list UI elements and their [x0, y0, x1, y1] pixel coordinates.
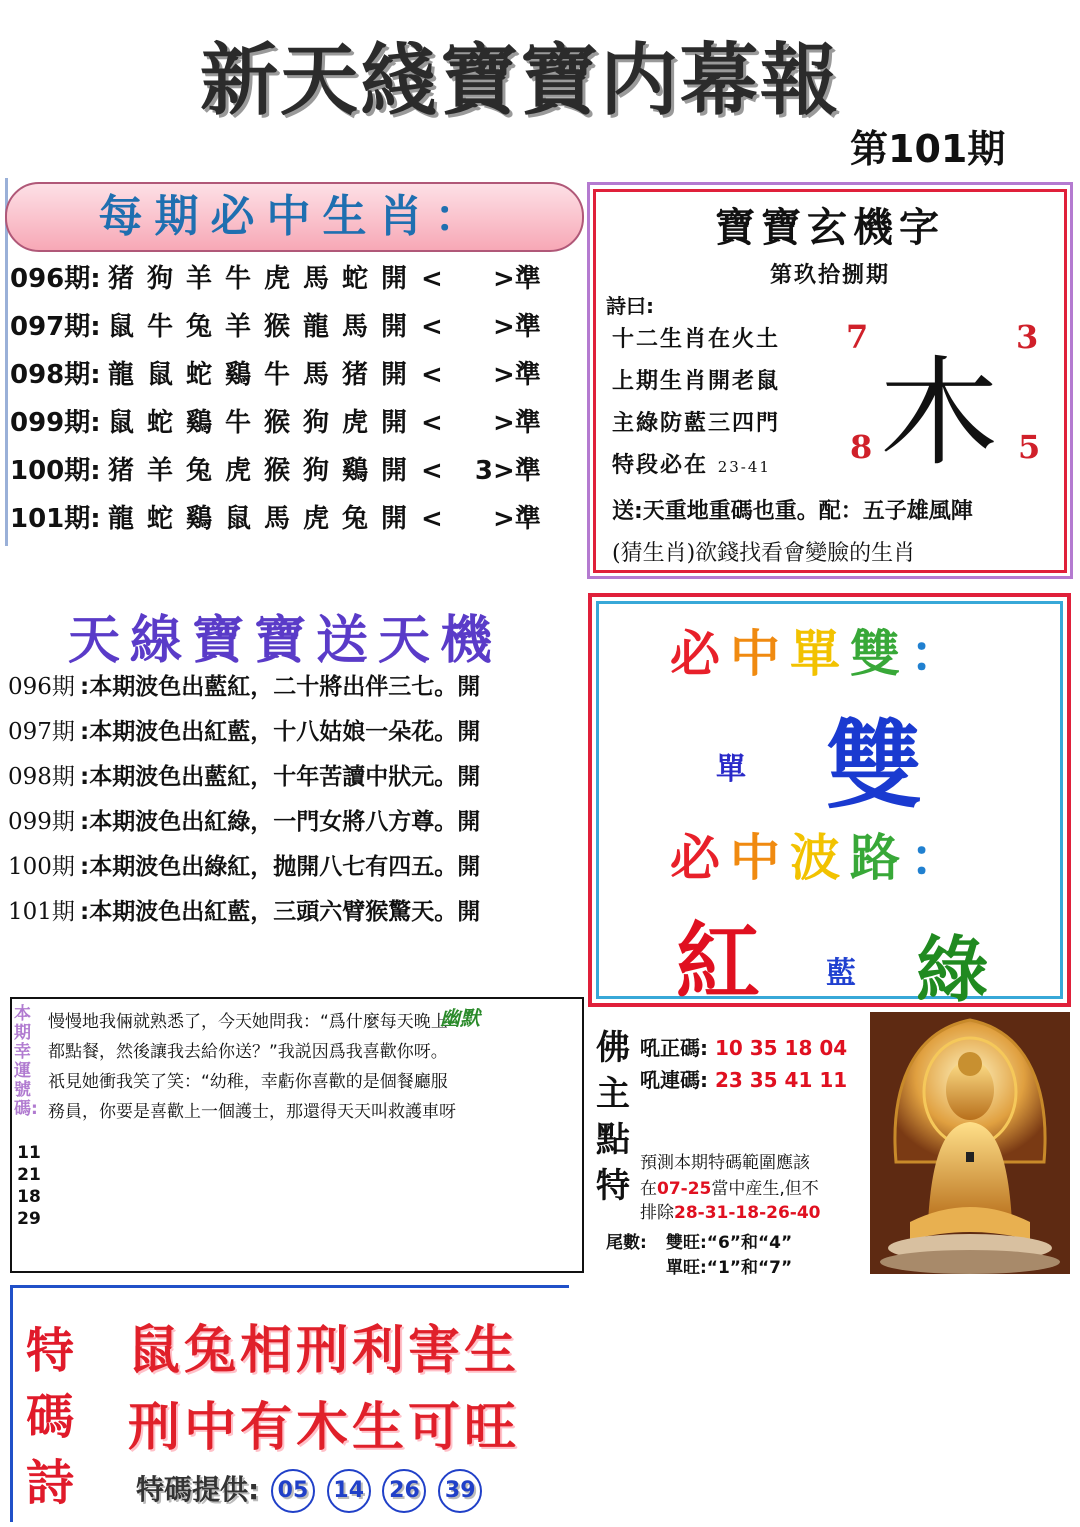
- poem-label: 詩曰:: [606, 294, 654, 318]
- wave-path-heading: [670, 818, 970, 890]
- page-title: 新天綫寶寶内幕報: [199, 35, 840, 126]
- story-line: 慢慢地我倆就熟悉了，今天她問我：“爲什麼每天晚上: [48, 1012, 448, 1032]
- zodiac-animal: 鷄: [225, 360, 252, 390]
- zodiac-bracket-left: <: [421, 360, 443, 390]
- zodiac-animal: 兔: [186, 456, 213, 486]
- zodiac-bracket-left: <: [421, 504, 443, 534]
- zodiac-bracket-left: <: [421, 456, 443, 486]
- zodiac-period: 099期:: [10, 408, 101, 438]
- zodiac-animal: 猴: [264, 408, 291, 438]
- wave-period: 100期: [8, 854, 75, 880]
- exclude-prefix: 排除: [640, 1203, 674, 1223]
- wave-text: :本期波色出紅綠，一門女將八方尊。開: [80, 809, 481, 835]
- zodiac-animal: 猴: [264, 456, 291, 486]
- special-poem-side-char: 碼: [26, 1389, 75, 1445]
- story-line: 務員，你要是喜歡上一個護士，那還得天天叫救護車呀: [48, 1102, 456, 1122]
- tail-double: 雙旺:“6”和“4”: [666, 1233, 793, 1253]
- wave-row: [8, 848, 480, 892]
- range-value: 07-25: [657, 1179, 712, 1199]
- zodiac-bracket-left: <: [421, 264, 443, 294]
- issue-number: 第101期: [850, 127, 1006, 171]
- range-line: [640, 1174, 819, 1199]
- wave-period: 096期: [8, 674, 75, 700]
- hint-number-top-right: 3: [1016, 318, 1039, 356]
- rainbow-char: 中: [730, 624, 790, 683]
- lucky-number: 11: [17, 1143, 41, 1163]
- hint-number-top-left: 7: [846, 318, 869, 356]
- zodiac-open-label: 開: [381, 360, 408, 390]
- zodiac-animal: 龍: [303, 312, 330, 342]
- zodiac-panel-title: 每期必中生肖：: [5, 182, 584, 252]
- zodiac-animal: 馬: [303, 264, 330, 294]
- wave-row: [8, 758, 480, 802]
- lucky-number-label: 本期幸運號碼:: [14, 1004, 38, 1119]
- zodiac-bracket-right: >準: [493, 504, 541, 534]
- zodiac-animal: 猪: [342, 360, 369, 390]
- zodiac-bracket-right: >準: [493, 408, 541, 438]
- zodiac-period: 096期:: [10, 264, 101, 294]
- blue-wave-label: 藍: [826, 956, 856, 991]
- buddha-side-char: 主: [596, 1074, 630, 1114]
- zodiac-animal: 牛: [264, 360, 291, 390]
- wave-text: :本期波色出藍紅，十年苦讀中狀元。開: [80, 764, 481, 790]
- zodiac-period: 100期:: [10, 456, 101, 486]
- zodiac-period: 097期:: [10, 312, 101, 342]
- double-label: 雙: [826, 709, 922, 822]
- zodiac-bracket-right: >準: [493, 456, 541, 486]
- range-suffix: 當中産生,但不: [711, 1179, 819, 1199]
- rainbow-char: 必: [670, 828, 730, 887]
- zodiac-animal: 鷄: [186, 408, 213, 438]
- rainbow-char: ：: [910, 828, 970, 887]
- special-poem-side-char: 詩: [26, 1455, 75, 1511]
- wave-row: [8, 803, 480, 847]
- buddha-side-char: 特: [596, 1166, 630, 1206]
- tail-single: 單旺:“1”和“7”: [666, 1258, 793, 1278]
- wave-panel-title: 天線寶寶送天機: [67, 610, 502, 671]
- wave-period: 099期: [8, 809, 75, 835]
- zodiac-bracket-right: >準: [493, 312, 541, 342]
- buddha-side-char: 佛: [596, 1028, 630, 1068]
- poem-range: 23-41: [717, 458, 771, 476]
- linked-numbers-line: [640, 1064, 847, 1093]
- rainbow-char: 路: [850, 828, 910, 887]
- zodiac-animal: 虎: [342, 408, 369, 438]
- zodiac-animal: 牛: [225, 264, 252, 294]
- main-numbers: 10 35 18 04: [714, 1036, 848, 1060]
- zodiac-open-label: 開: [381, 456, 408, 486]
- hint-number-bottom-left: 8: [850, 428, 873, 466]
- buddha-side-label: [596, 1025, 636, 1209]
- rainbow-char: ：: [910, 624, 970, 683]
- lucky-number: 18: [17, 1187, 41, 1207]
- hint-big-character: 木: [880, 344, 999, 482]
- number-ball: 39: [438, 1469, 482, 1513]
- zodiac-animal: 兔: [342, 504, 369, 534]
- zodiac-row: [10, 450, 580, 494]
- hint-panel-subtitle: 第玖拾捌期: [769, 263, 890, 288]
- zodiac-animal: 虎: [225, 456, 252, 486]
- zodiac-animal: 龍: [108, 504, 135, 534]
- red-wave-label: 紅: [676, 912, 761, 1011]
- odd-even-heading: [670, 614, 970, 686]
- poem-line-4: [612, 448, 771, 479]
- zodiac-animal: 狗: [147, 264, 174, 294]
- lucky-number: 29: [17, 1209, 41, 1229]
- zodiac-animal: 蛇: [342, 264, 369, 294]
- exclude-value: 28-31-18-26-40: [674, 1203, 821, 1223]
- zodiac-animal: 蛇: [147, 504, 174, 534]
- special-poem-side-label: [26, 1318, 86, 1516]
- story-line: 祇見她衝我笑了笑：“幼稚，幸虧你喜歡的是個餐廳服: [48, 1072, 448, 1092]
- story-text: [48, 1007, 578, 1127]
- lucky-numbers: [16, 1142, 42, 1230]
- wave-text: :本期波色出紅藍，三頭六臂猴驚天。開: [80, 899, 481, 925]
- zodiac-animal: 鼠: [225, 504, 252, 534]
- exclude-line: [640, 1198, 821, 1223]
- rainbow-char: 雙: [850, 624, 910, 683]
- zodiac-open-label: 開: [381, 504, 408, 534]
- poem-line-4-text: 特段必在: [612, 453, 709, 478]
- zodiac-animal: 羊: [186, 264, 213, 294]
- tail-label: 尾數:: [606, 1233, 647, 1253]
- wave-row: [8, 893, 480, 937]
- special-poem-side-char: 特: [26, 1323, 75, 1379]
- number-ball: 05: [271, 1469, 315, 1513]
- zodiac-animal: 蛇: [186, 360, 213, 390]
- buddha-side-char: 點: [596, 1120, 630, 1160]
- main-numbers-line: [640, 1032, 847, 1061]
- poem-line-1: 十二生肖在火土: [612, 327, 781, 352]
- poem-line-2: 上期生肖開老鼠: [612, 369, 781, 394]
- zodiac-animal: 狗: [303, 408, 330, 438]
- zodiac-animal: 蛇: [147, 408, 174, 438]
- linked-numbers-label: 吼連碼:: [640, 1068, 708, 1092]
- zodiac-animal: 牛: [147, 312, 174, 342]
- lucky-number: 21: [17, 1165, 41, 1185]
- zodiac-animal: 鼠: [147, 360, 174, 390]
- zodiac-bracket-right: >準: [493, 264, 541, 294]
- green-wave-label: 綠: [916, 927, 989, 1012]
- special-poem-line-2: 刑中有木生可旺: [128, 1397, 521, 1458]
- zodiac-bracket-left: <: [421, 312, 443, 342]
- zodiac-open-label: 開: [381, 408, 408, 438]
- wave-text: :本期波色出紅藍，十八姑娘一朵花。開: [80, 719, 481, 745]
- zodiac-row: [10, 498, 580, 542]
- zodiac-animal: 馬: [342, 312, 369, 342]
- rainbow-char: 必: [670, 624, 730, 683]
- zodiac-animal: 猴: [264, 312, 291, 342]
- special-number-provide: [136, 1468, 482, 1513]
- zodiac-animal: 鼠: [108, 408, 135, 438]
- zodiac-bracket-left: <: [421, 408, 443, 438]
- range-prefix: 在: [640, 1179, 657, 1199]
- hint-panel-title: 寶寶玄機字: [715, 204, 945, 251]
- wave-period: 097期: [8, 719, 75, 745]
- zodiac-row: [10, 402, 580, 446]
- story-line: 都點餐，然後讓我去給你送？”我説因爲我喜歡你呀。: [48, 1042, 448, 1062]
- zodiac-animal: 鷄: [186, 504, 213, 534]
- zodiac-row: [10, 306, 580, 350]
- zodiac-animal: 羊: [225, 312, 252, 342]
- zodiac-animal: 猪: [108, 264, 135, 294]
- rainbow-char: 單: [790, 624, 850, 683]
- zodiac-animal: 鼠: [108, 312, 135, 342]
- zodiac-row: [10, 258, 580, 302]
- wave-period: 101期: [8, 899, 75, 925]
- wave-row: [8, 713, 480, 757]
- rainbow-char: 中: [730, 828, 790, 887]
- predict-line: 預測本期特碼範圍應該: [640, 1153, 810, 1173]
- zodiac-open-label: 開: [381, 264, 408, 294]
- zodiac-animal: 狗: [303, 456, 330, 486]
- provide-label: 特碼提供:: [136, 1473, 260, 1506]
- zodiac-animal: 牛: [225, 408, 252, 438]
- zodiac-result: 3: [474, 456, 493, 486]
- buddha-image: [870, 1012, 1070, 1274]
- zodiac-animal: 馬: [264, 504, 291, 534]
- special-poem-line-1: 鼠兔相刑利害生: [128, 1320, 521, 1381]
- linked-numbers: 23 35 41 11: [714, 1068, 848, 1092]
- main-numbers-label: 吼正碼:: [640, 1036, 708, 1060]
- wave-period: 098期: [8, 764, 75, 790]
- wave-text: :本期波色出藍紅，二十將出伴三七。開: [80, 674, 481, 700]
- hint-send-line: 送:天重地重碼也重。配：五子雄風陣: [612, 499, 973, 524]
- number-ball: 14: [327, 1469, 371, 1513]
- hint-guess-line: (猜生肖)欲錢找看會變臉的生肖: [612, 541, 916, 566]
- zodiac-row: [10, 354, 580, 398]
- zodiac-period: 098期:: [10, 360, 101, 390]
- wave-row: [8, 668, 480, 712]
- rainbow-char: 波: [790, 828, 850, 887]
- zodiac-animal: 龍: [108, 360, 135, 390]
- zodiac-animal: 虎: [303, 504, 330, 534]
- poem-line-3: 主綠防藍三四門: [612, 411, 781, 436]
- zodiac-open-label: 開: [381, 312, 408, 342]
- number-ball: 26: [382, 1469, 426, 1513]
- zodiac-animal: 鷄: [342, 456, 369, 486]
- zodiac-animal: 虎: [264, 264, 291, 294]
- zodiac-animal: 馬: [303, 360, 330, 390]
- zodiac-animal: 猪: [108, 456, 135, 486]
- zodiac-period: 101期:: [10, 504, 101, 534]
- wave-text: :本期波色出綠紅，抛開八七有四五。開: [80, 854, 481, 880]
- zodiac-animal: 羊: [147, 456, 174, 486]
- zodiac-animal: 兔: [186, 312, 213, 342]
- humor-handwritten-label: 幽默: [440, 1006, 480, 1030]
- zodiac-bracket-right: >準: [493, 360, 541, 390]
- single-label: 單: [716, 752, 746, 787]
- hint-number-bottom-right: 5: [1018, 428, 1041, 466]
